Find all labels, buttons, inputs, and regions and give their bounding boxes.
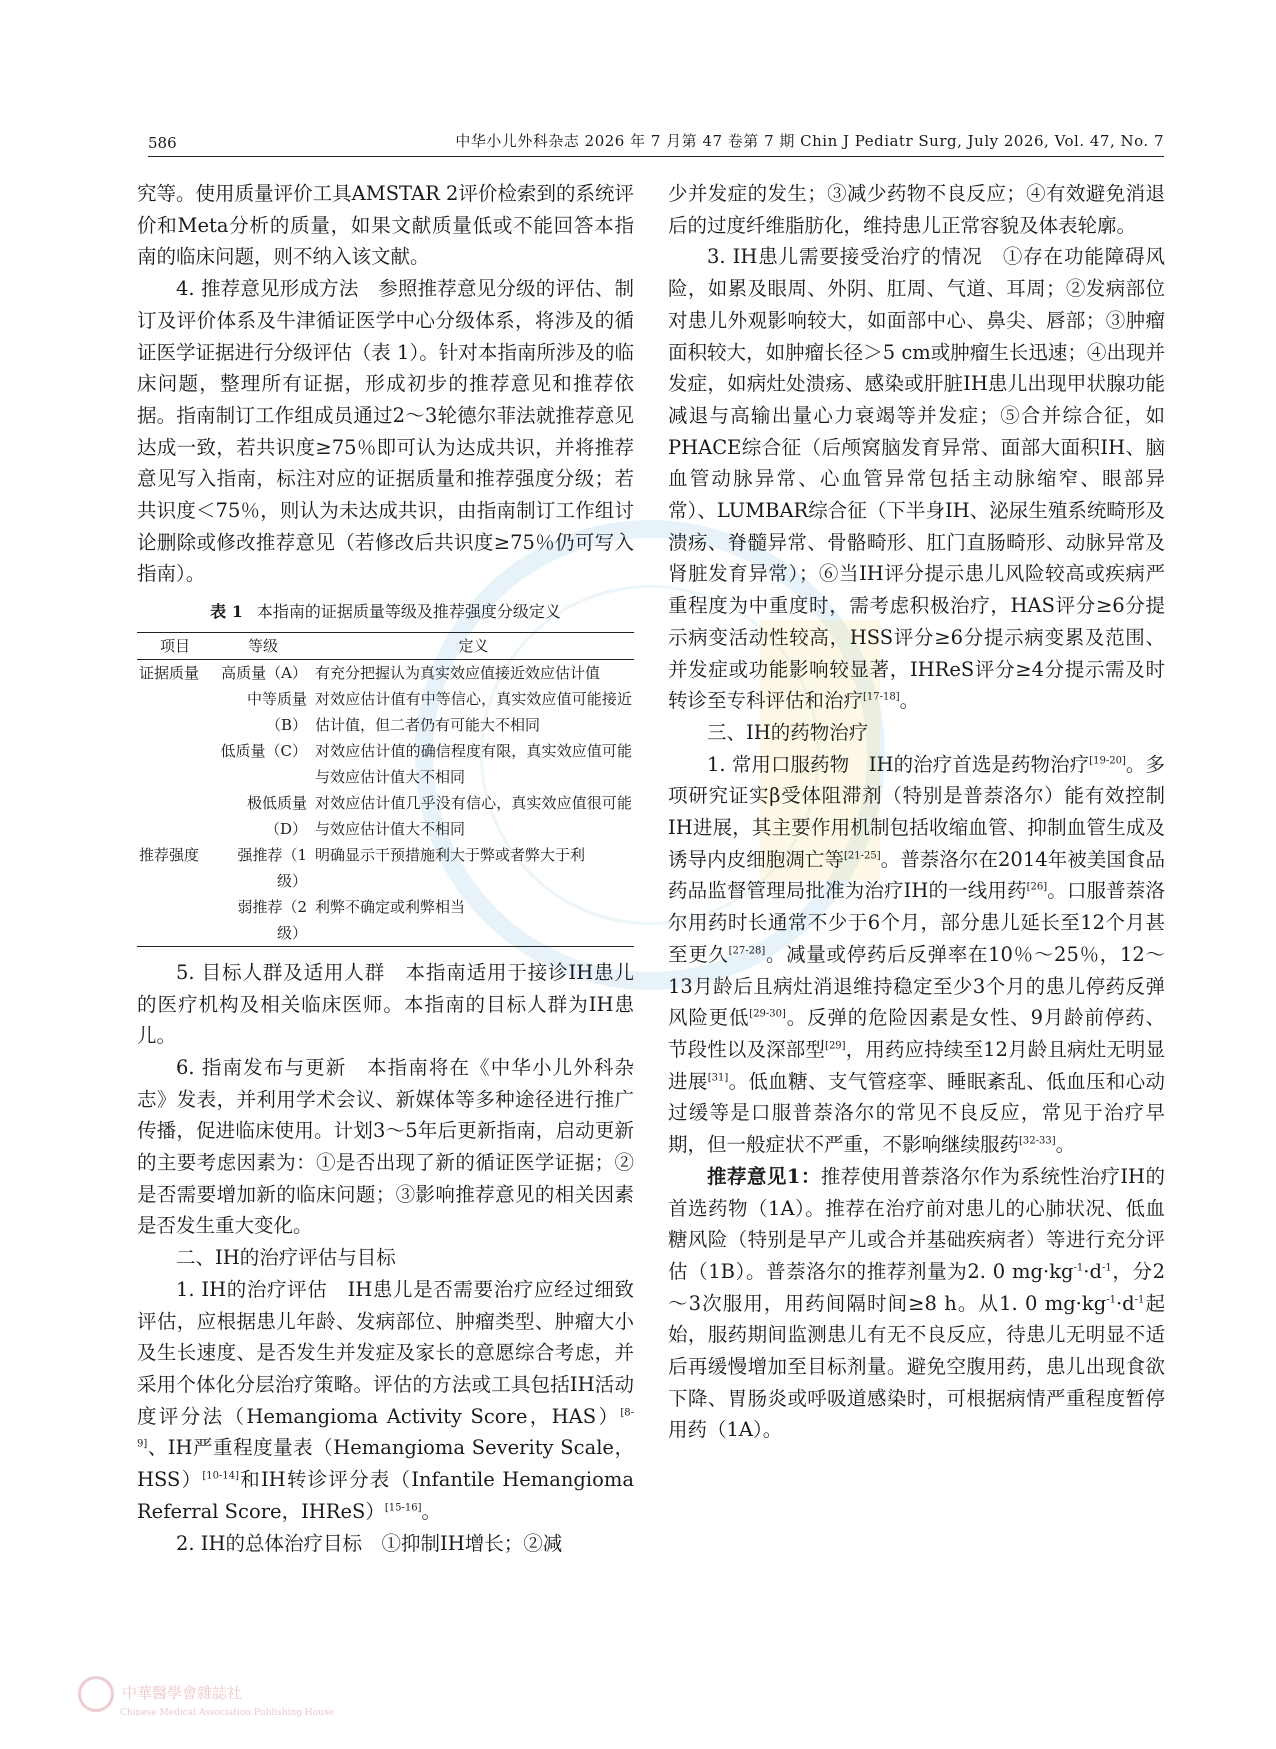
citation-ref[interactable]: [26] xyxy=(1026,881,1048,893)
paragraph: 5. 目标人群及适用人群 本指南适用于接诊IH患儿的医疗机构及相关临床医师。本指南的目标人群为IH患儿。 xyxy=(137,960,634,1048)
section-heading: 三、IH的药物治疗 xyxy=(707,720,869,744)
table-cell-item xyxy=(137,738,213,790)
table-row xyxy=(137,738,634,790)
table-cell-level: 低质量（C） xyxy=(220,741,307,760)
text-run: ，用药应持续至12月龄且病灶无明显进展 xyxy=(668,1037,1165,1093)
section-heading: 二、IH的治疗评估与目标 xyxy=(176,1246,396,1270)
table-header-cell: 等级 xyxy=(213,632,313,659)
table-row xyxy=(137,842,634,894)
table-cell-definition: 对效应估计值的确信程度有限，真实效应值可能与效应估计值大不相同 xyxy=(315,741,632,786)
page-number: 586 xyxy=(148,134,177,152)
paragraph: 4. 推荐意见形成方法 参照推荐意见分级的评估、制订及评价体系及牛津循证医学中心分级体系，将涉及的循证医学证据进行分级评估（表 1）。针对本指南所涉及的临床问题，整理所有证据，形成初步的推荐意见和推荐依据。指南制订工作组成员通过2～3轮德尔菲法就推荐意见达成一致，若共识度≥75％即可认为达成共识，并将推荐意见写入指南，标注对应的证据质量和推荐强度分级；若共识度＜75％，则认为未达成共识，由指南制订工作组讨论删除或修改推荐意见（若修改后共识度≥75％仍可写入指南）。 xyxy=(137,277,634,586)
table-cell-definition: 有充分把握认为真实效应值接近效应估计值 xyxy=(315,663,601,682)
text-run: 。 xyxy=(899,689,920,713)
citation-ref[interactable]: [21-25] xyxy=(844,850,881,862)
table-caption-text: 本指南的证据质量等级及推荐强度分级定义 xyxy=(256,602,561,622)
table-cell-item xyxy=(137,790,213,842)
table-cell-item xyxy=(137,894,213,947)
table-cell-item xyxy=(137,686,213,738)
flower-emblem-icon xyxy=(78,1676,114,1712)
table-cell-definition: 明确显示干预措施利大于弊或者弊大于利 xyxy=(315,845,586,864)
text-run: 、IH严重程度量表（Hemangioma Severity Scale，HSS） xyxy=(137,1436,634,1492)
citation-ref[interactable]: [31] xyxy=(707,1072,729,1084)
unit-exponent: -1 xyxy=(1106,1294,1116,1306)
text-run: 。 xyxy=(421,1499,442,1523)
table-row xyxy=(137,686,634,738)
publisher-name: 中華醫學會雜誌社 xyxy=(122,1684,243,1702)
recommendation-paragraph xyxy=(668,1161,1165,1446)
unit-exponent: -1 xyxy=(1134,1294,1145,1306)
citation-ref[interactable]: [10-14] xyxy=(202,1470,239,1482)
table-cell-definition: 对效应估计值有中等信心，真实效应值可能接近估计值，但二者仍有可能大不相同 xyxy=(315,689,632,734)
paragraph: 6. 指南发布与更新 本指南将在《中华小儿外科杂志》发表，并利用学术会议、新媒体等多种途径进行推广传播，促进临床使用。计划3～5年后更新指南，启动更新的主要考虑因素为：①是否出现了新的循证医学证据；②是否需要增加新的临床问题；③影响推荐意见的相关因素是否发生重大变化。 xyxy=(137,1055,634,1238)
paragraph: 少并发症的发生；③减少药物不良反应；④有效避免消退后的过度纤维脂肪化，维持患儿正常容貌及体表轮廓。 xyxy=(668,182,1165,237)
page-header xyxy=(148,130,1164,157)
left-column xyxy=(137,178,634,1559)
table-cell-level: 极低质量（D） xyxy=(246,793,307,838)
text-run: ·d xyxy=(1115,1291,1135,1315)
text-run: 。反弹的危险因素是女性、9月龄前停药、节段性以及深部型 xyxy=(668,1006,1165,1061)
citation-ref[interactable]: [19-20] xyxy=(1089,755,1126,767)
citation-ref[interactable]: [29-30] xyxy=(749,1008,786,1020)
text-run: 。多项研究证实β受体阻滞剂（特别是普萘洛尔）能有效控制IH进展，其主要作用机制包括收缩血管、抑制血管生成及诱导内皮细胞凋亡等 xyxy=(668,752,1165,871)
text-run: 。低血糖、支气管痉挛、睡眠紊乱、低血压和心动过缓等是口服普萘洛尔的常见不良反应，常见于治疗早期，但一般症状不严重，不影响继续服药 xyxy=(668,1069,1165,1157)
publisher-name-en: Chinese Medical Association Publishing House xyxy=(120,1708,334,1718)
table-cell-level: 高质量（A） xyxy=(221,663,307,682)
text-run: 。 xyxy=(1055,1133,1076,1157)
text-run: 3. IH患儿需要接受治疗的情况 ①存在功能障碍风险，如累及眼周、外阴、肛周、气道、耳周；②发病部位对患儿外观影响较大，如面部中心、鼻尖、唇部；③肿瘤面积较大，如肿瘤长径＞5 cm或肿瘤生长迅速；④出现并发症，如病灶处溃疡、感染或肝脏IH患儿出现甲状腺功能减退与高输出量心力衰竭等并发症；⑤合并综合征，如PHACE综合征（后颅窝脑发育异常、面部大面积IH、脑血管动脉异常、心血管异常包括主动脉缩窄、眼部异常）、LUMBAR综合征（下半身IH、泌尿生殖系统畸形及溃疡、脊髓异常、骨骼畸形、肛门直肠畸形、动脉异常及肾脏发育异常）；⑥当IH评分提示患儿风险较高或疾病严重程度为中重度时，需考虑积极治疗，HAS评分≥6分提示病变活动性较高，HSS评分≥6分提示病变累及范围、并发症或功能影响较显著，IHReS评分≥4分提示需及时转诊至专科评估和治疗 xyxy=(668,245,1165,713)
citation-ref[interactable]: [17-18] xyxy=(863,691,900,703)
text-run: 。减量或停药后反弹率在10％～25％，12～13月龄后且病灶消退维持稳定至少3个月的患儿停药反弹风险更低 xyxy=(668,942,1165,1030)
table-row xyxy=(137,659,634,686)
text-run: 。口服普萘洛尔用药时长通常不少于6个月，部分患儿延长至12个月甚至更久 xyxy=(668,879,1165,966)
citation-ref[interactable]: [29] xyxy=(825,1040,846,1052)
table-header-row xyxy=(137,632,634,659)
paragraph: 究等。使用质量评价工具AMSTAR 2评价检索到的系统评价和Meta分析的质量，如果文献质量低或不能回答本指南的临床问题，则不纳入该文献。 xyxy=(137,182,634,269)
table-cell-definition: 对效应估计值几乎没有信心，真实效应值很可能与效应估计值大不相同 xyxy=(315,793,632,838)
citation-ref[interactable]: [15-16] xyxy=(384,1502,422,1514)
text-run: 1. IH的治疗评估 IH患儿是否需要治疗应经过细致评估，应根据患儿年龄、发病部位、肿瘤类型、肿瘤大小及生长速度、是否发生并发症及家长的意愿综合考虑，并采用个体化分层治疗策略。评估的方法或工具包括IH活动度评分法（Hemangioma Activity Score，HAS） xyxy=(137,1277,634,1428)
text-run: 起始，服药期间监测患儿有无不良反应，待患儿无明显不适后再缓慢增加至目标剂量。避免空腹用药，患儿出现食欲下降、胃肠炎或呼吸道感染时，可根据病情严重程度暂停用药（1A）。 xyxy=(668,1291,1165,1442)
table-cell-level: 中等质量（B） xyxy=(246,689,307,734)
citation-ref[interactable]: [32-33] xyxy=(1019,1135,1056,1147)
table-cell-level: 弱推荐（2级） xyxy=(237,897,307,942)
table-cell-item: 推荐强度 xyxy=(139,845,200,864)
table-cell-level: 强推荐（1级） xyxy=(237,845,307,890)
text-run: ·d xyxy=(1083,1259,1102,1283)
paragraph xyxy=(668,749,1165,1161)
text-run: ，分2～3次服用，用药间隔时间≥8 h。从1. 0 mg·kg xyxy=(668,1259,1165,1315)
paragraph xyxy=(668,241,1165,717)
unit-exponent: -1 xyxy=(1073,1262,1084,1274)
evidence-table xyxy=(137,632,634,947)
table-row xyxy=(137,790,634,842)
recommendation-label: 推荐意见1： xyxy=(707,1164,821,1188)
table-caption xyxy=(137,596,634,628)
text-run: 推荐使用普萘洛尔作为系统性治疗IH的首选药物（1A）。推荐在治疗前对患儿的心肺状况、低血糖风险（特别是早产儿或合并基础疾病者）等进行充分评估（1B）。普萘洛尔的推荐剂量为2. 0 mg·kg xyxy=(668,1164,1165,1283)
citation-ref[interactable]: [8-9] xyxy=(137,1407,634,1450)
paragraph xyxy=(137,1274,634,1528)
right-column xyxy=(668,178,1165,1446)
table-header-cell: 定义 xyxy=(313,632,634,659)
table-header-cell: 项目 xyxy=(137,632,213,659)
table-cell-item: 证据质量 xyxy=(139,663,200,682)
table-number: 表 1 xyxy=(210,602,243,622)
table-row xyxy=(137,894,634,947)
table-cell-definition: 利弊不确定或利弊相当 xyxy=(315,897,466,916)
publisher-logo xyxy=(78,1676,334,1718)
text-run: 和IH转诊评分表（Infantile Hemangioma Referral Score，IHReS） xyxy=(137,1468,634,1523)
citation-ref[interactable]: [27-28] xyxy=(728,945,766,957)
text-run: 1. 常用口服药物 IH的治疗首选是药物治疗 xyxy=(707,752,1090,776)
unit-exponent: -1 xyxy=(1101,1262,1112,1274)
text-run: 。普萘洛尔在2014年被美国食品药品监督管理局批准为治疗IH的一线用药 xyxy=(668,847,1165,903)
journal-info: 中华小儿外科杂志 2026 年 7 月第 47 卷第 7 期 Chin J Pediatr Surg, July 2026, Vol. 47, No. 7 xyxy=(455,132,1164,150)
paragraph: 2. IH的总体治疗目标 ①抑制IH增长；②减 xyxy=(176,1531,563,1555)
